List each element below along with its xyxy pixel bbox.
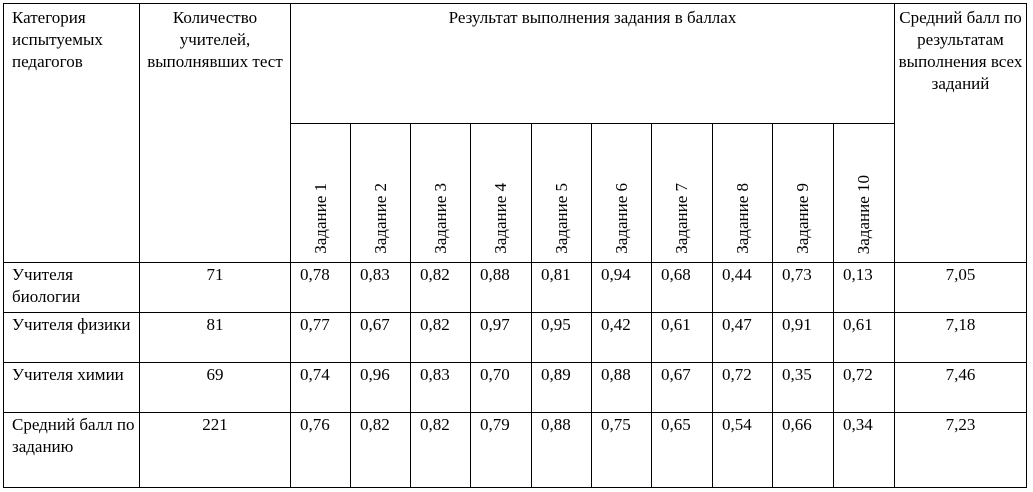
- score-cell: 0,44: [713, 263, 773, 313]
- score-cell: 0,95: [532, 313, 592, 363]
- score-cell: 0,70: [471, 363, 532, 413]
- score-cell: 0,73: [773, 263, 834, 313]
- score-cell: 0,78: [291, 263, 351, 313]
- teacher-count: 69: [140, 363, 291, 413]
- results-table: [3, 3, 1027, 488]
- score-cell: 0,82: [411, 413, 471, 488]
- score-cell: 0,97: [471, 313, 532, 363]
- table-row: [4, 313, 1027, 363]
- score-cell: 0,67: [351, 313, 411, 363]
- score-cell: 0,89: [532, 363, 592, 413]
- score-cell: 0,67: [652, 363, 713, 413]
- task-header-8: Задание 8: [713, 124, 773, 263]
- score-cell: 0,75: [592, 413, 652, 488]
- score-cell: 0,81: [532, 263, 592, 313]
- score-cell: 0,66: [773, 413, 834, 488]
- header-count: Количество учителей, выполнявших тест: [140, 4, 291, 263]
- score-cell: 0,74: [291, 363, 351, 413]
- score-cell: 0,61: [652, 313, 713, 363]
- row-label: Средний балл по заданию: [4, 413, 140, 488]
- task-header-1: Задание 1: [291, 124, 351, 263]
- task-header-4: Задание 4: [471, 124, 532, 263]
- score-cell: 0,88: [592, 363, 652, 413]
- score-cell: 0,68: [652, 263, 713, 313]
- task-header-9: Задание 9: [773, 124, 834, 263]
- score-cell: 0,13: [834, 263, 895, 313]
- header-result: Результат выполнения задания в баллах: [291, 4, 895, 124]
- header-category: Категория испытуемых педагогов: [4, 4, 140, 263]
- score-cell: 0,65: [652, 413, 713, 488]
- header-average: Средний балл по результатам выполнения всех заданий: [895, 4, 1027, 263]
- teacher-count: 81: [140, 313, 291, 363]
- score-cell: 0,79: [471, 413, 532, 488]
- score-cell: 0,83: [411, 363, 471, 413]
- teacher-count: 71: [140, 263, 291, 313]
- row-label: Учителя физики: [4, 313, 140, 363]
- average-cell: 7,18: [895, 313, 1027, 363]
- task-header-3: Задание 3: [411, 124, 471, 263]
- table-row: [4, 363, 1027, 413]
- score-cell: 0,82: [351, 413, 411, 488]
- task-header-6: Задание 6: [592, 124, 652, 263]
- task-header-7: Задание 7: [652, 124, 713, 263]
- row-label: Учителя биологии: [4, 263, 140, 313]
- score-cell: 0,96: [351, 363, 411, 413]
- score-cell: 0,83: [351, 263, 411, 313]
- score-cell: 0,77: [291, 313, 351, 363]
- score-cell: 0,88: [471, 263, 532, 313]
- score-cell: 0,94: [592, 263, 652, 313]
- score-cell: 0,42: [592, 313, 652, 363]
- score-cell: 0,34: [834, 413, 895, 488]
- score-cell: 0,91: [773, 313, 834, 363]
- score-cell: 0,47: [713, 313, 773, 363]
- score-cell: 0,82: [411, 313, 471, 363]
- average-cell: 7,05: [895, 263, 1027, 313]
- score-cell: 0,82: [411, 263, 471, 313]
- score-cell: 0,54: [713, 413, 773, 488]
- task-header-2: Задание 2: [351, 124, 411, 263]
- task-header-5: Задание 5: [532, 124, 592, 263]
- average-cell: 7,23: [895, 413, 1027, 488]
- score-cell: 0,72: [713, 363, 773, 413]
- table-row: [4, 263, 1027, 313]
- score-cell: 0,76: [291, 413, 351, 488]
- table-row: [4, 413, 1027, 488]
- row-label: Учителя химии: [4, 363, 140, 413]
- task-header-10: Задание 10: [834, 124, 895, 263]
- score-cell: 0,35: [773, 363, 834, 413]
- score-cell: 0,61: [834, 313, 895, 363]
- teacher-count: 221: [140, 413, 291, 488]
- score-cell: 0,88: [532, 413, 592, 488]
- score-cell: 0,72: [834, 363, 895, 413]
- average-cell: 7,46: [895, 363, 1027, 413]
